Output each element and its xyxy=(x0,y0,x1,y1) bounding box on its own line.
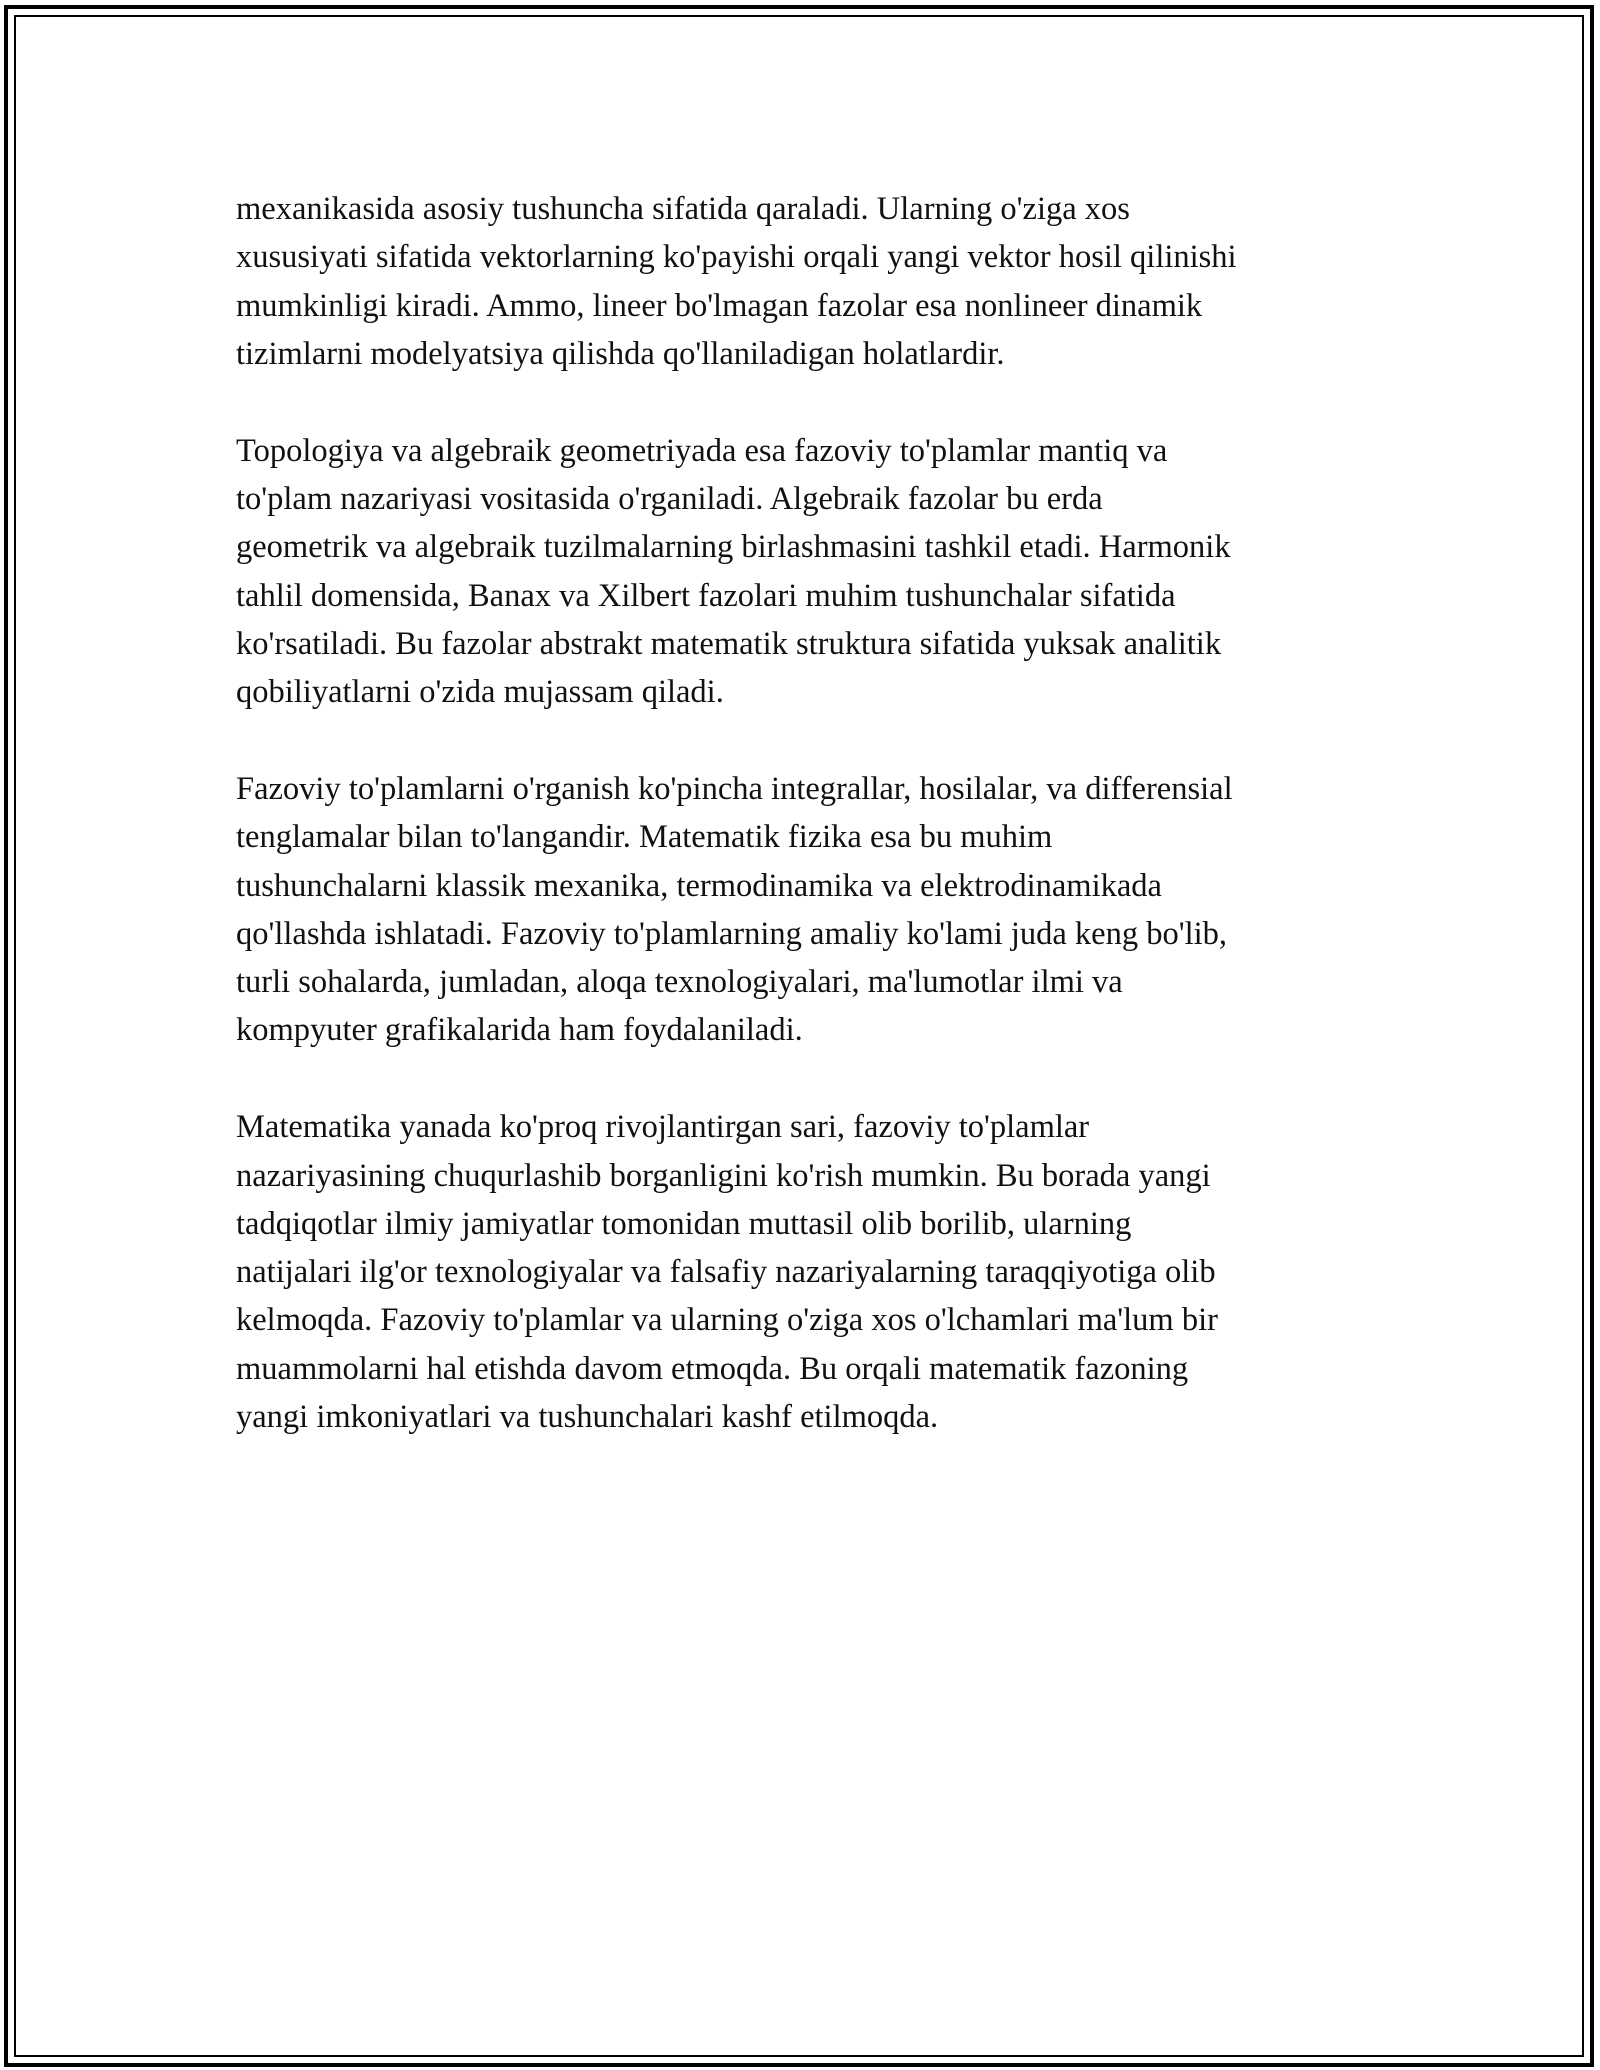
text-line: natijalari ilg'or texnologiyalar va falsafiy nazariyalarning taraqqiyotiga olib xyxy=(236,1254,1216,1291)
paragraph-2 xyxy=(236,427,1386,717)
paragraph-4 xyxy=(236,1103,1386,1441)
text-line: yangi imkoniyatlari va tushunchalari kashf etilmoqda. xyxy=(236,1399,939,1436)
text-line: kelmoqda. Fazoviy to'plamlar va ularning o'ziga xos o'lchamlari ma'lum bir xyxy=(236,1302,1218,1339)
document-body xyxy=(236,185,1386,1490)
text-line: xususiyati sifatida vektorlarning ko'payishi orqali yangi vektor hosil qilinishi xyxy=(236,239,1237,276)
text-line: Fazoviy to'plamlarni o'rganish ko'pincha integrallar, hosilalar, va differensial xyxy=(236,770,1233,807)
text-line: tahlil domensida, Banax va Xilbert fazolari muhim tushunchalar sifatida xyxy=(236,577,1176,614)
text-line: muammolarni hal etishda davom etmoqda. Bu orqali matematik fazoning xyxy=(236,1350,1189,1387)
text-line: ko'rsatiladi. Bu fazolar abstrakt matematik struktura sifatida yuksak analitik xyxy=(236,625,1222,662)
text-line: tushunchalarni klassik mexanika, termodinamika va elektrodinamikada xyxy=(236,867,1162,904)
text-line: Topologiya va algebraik geometriyada esa fazoviy to'plamlar mantiq va xyxy=(236,432,1168,469)
text-line: turli sohalarda, jumladan, aloqa texnologiyalari, ma'lumotlar ilmi va xyxy=(236,964,1123,1001)
text-line: mexanikasida asosiy tushuncha sifatida qaraladi. Ularning o'ziga xos xyxy=(236,191,1130,227)
text-line: qo'llashda ishlatadi. Fazoviy to'plamlarning amaliy ko'lami juda keng bo'lib, xyxy=(236,915,1228,952)
text-line: mumkinligi kiradi. Ammo, lineer bo'lmagan fazolar esa nonlineer dinamik xyxy=(236,287,1203,324)
text-line: tadqiqotlar ilmiy jamiyatlar tomonidan muttasil olib borilib, ularning xyxy=(236,1205,1132,1242)
text-line: tizimlarni modelyatsiya qilishda qo'llaniladigan holatlardir. xyxy=(236,335,1005,372)
paragraph-1 xyxy=(236,185,1386,378)
text-line: to'plam nazariyasi vositasida o'rganiladi. Algebraik fazolar bu erda xyxy=(236,480,1103,517)
text-line: tenglamalar bilan to'langandir. Matematik fizika esa bu muhim xyxy=(236,819,1053,856)
text-line: geometrik va algebraik tuzilmalarning birlashmasini tashkil etadi. Harmonik xyxy=(236,529,1231,566)
text-line: nazariyasining chuqurlashib borganligini ko'rish mumkin. Bu borada yangi xyxy=(236,1157,1211,1194)
text-line: qobiliyatlarni o'zida mujassam qiladi. xyxy=(236,674,724,711)
text-line: Matematika yanada ko'proq rivojlantirgan sari, fazoviy to'plamlar xyxy=(236,1109,1090,1146)
paragraph-3 xyxy=(236,765,1386,1055)
text-line: kompyuter grafikalarida ham foydalaniladi. xyxy=(236,1012,803,1049)
